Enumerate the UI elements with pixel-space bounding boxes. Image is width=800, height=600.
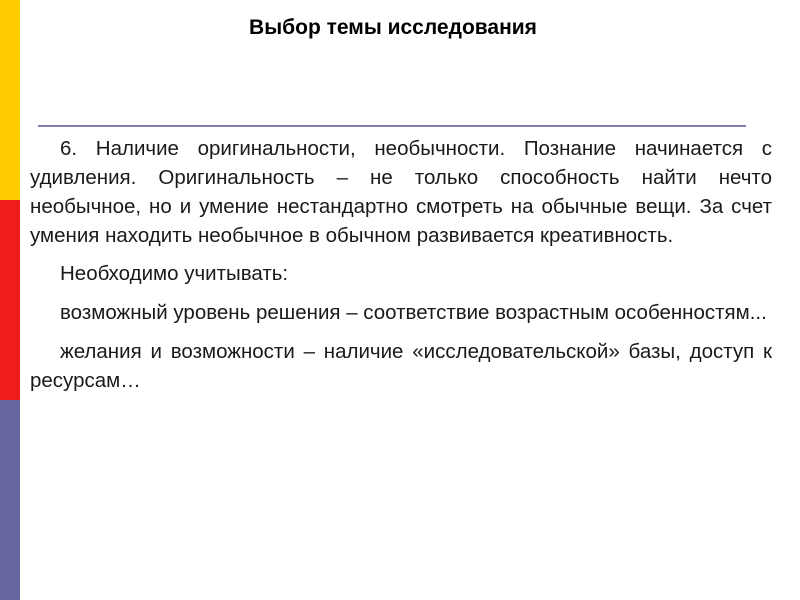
- paragraph-originality: 6. Наличие оригинальности, необычности. Познание начинается с удивления. Оригинальность – не только способность найти нечто необычное, но и умение нестандартно смотреть на обычные вещи. За счет умения находить необычное в обычном развивается креативность.: [30, 137, 772, 247]
- slide-body: [30, 134, 772, 405]
- stripe-gap: [20, 0, 24, 600]
- accent-stripe-blue: [0, 400, 20, 600]
- paragraph-consider: Необходимо учитывать:: [60, 262, 289, 285]
- slide-title: Выбор темы исследования: [249, 16, 537, 39]
- title-divider: [38, 125, 746, 127]
- paragraph-solution-level: возможный уровень решения – соответствие возрастным особенностям...: [60, 301, 767, 324]
- accent-stripe-red: [0, 200, 20, 400]
- paragraph-desires-resources: желания и возможности – наличие «исследовательской» базы, доступ к ресурсам…: [30, 340, 772, 392]
